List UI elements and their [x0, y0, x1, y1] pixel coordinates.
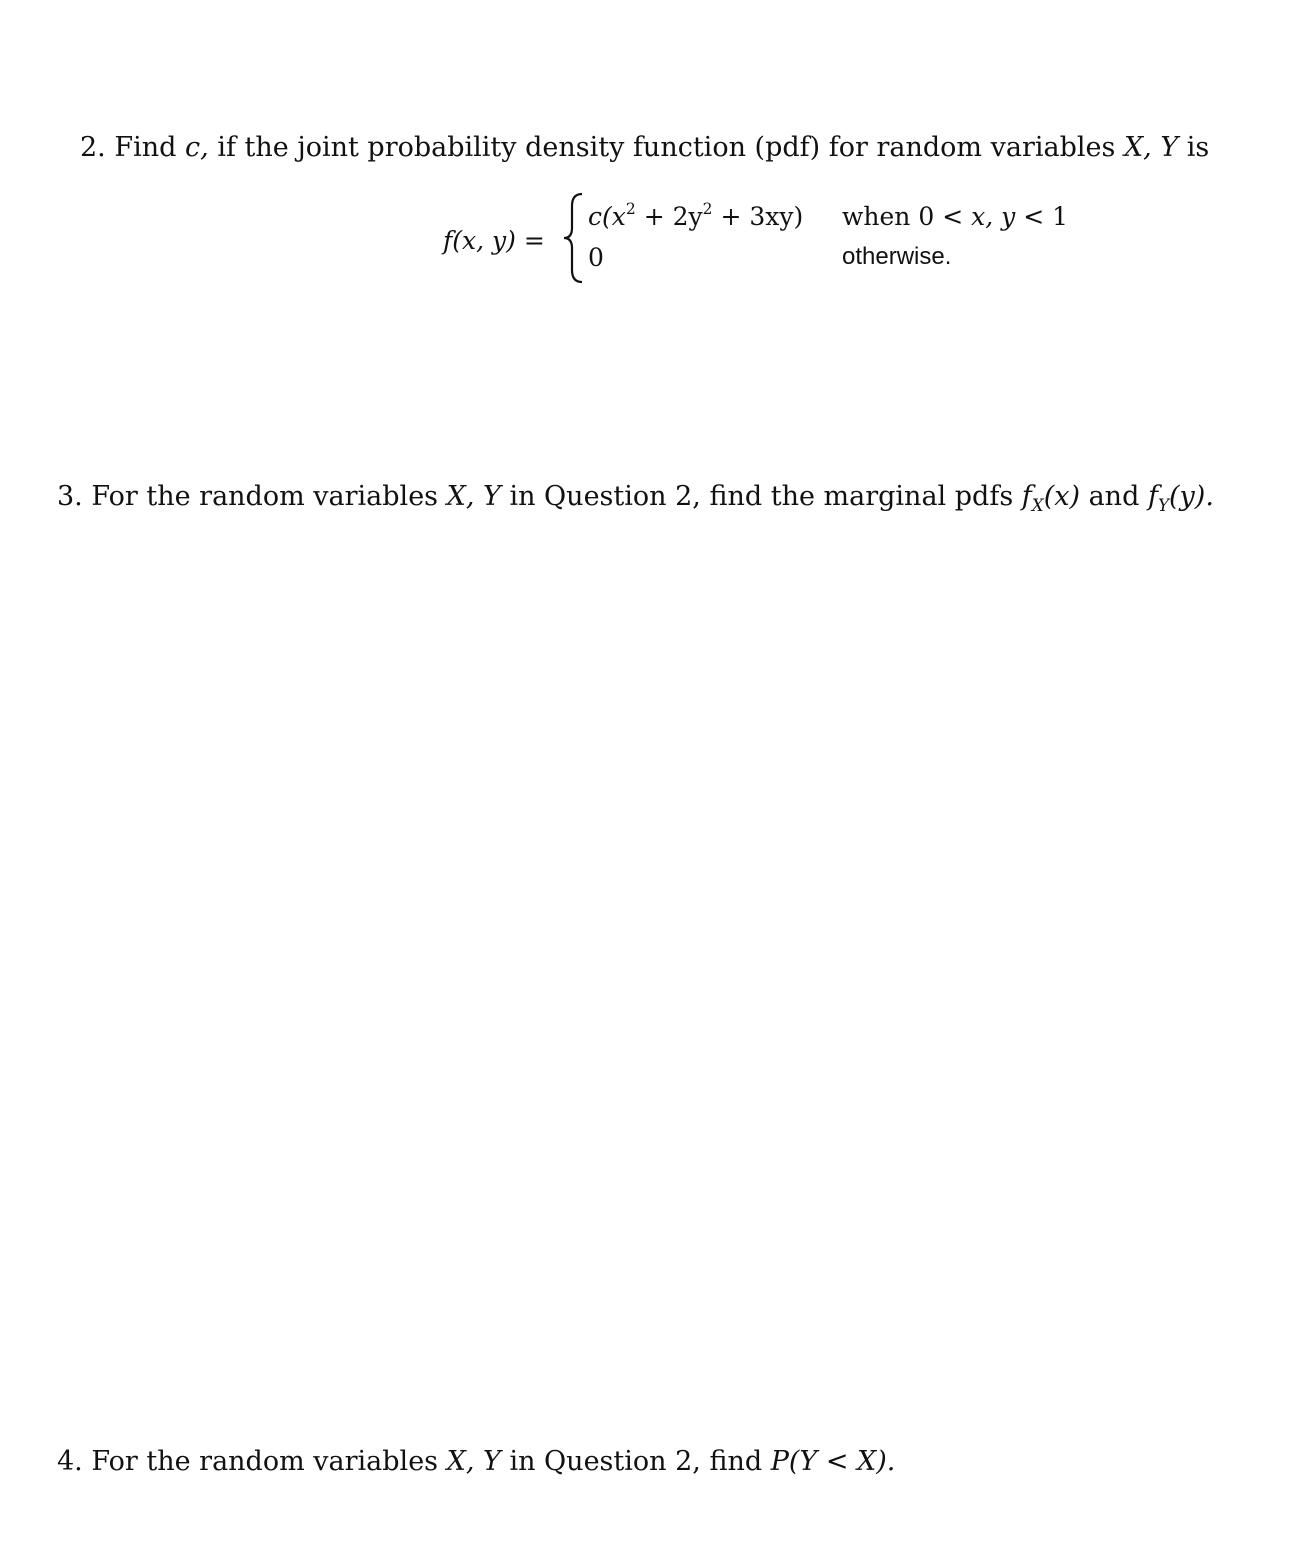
question-3-text-a: For the random variables	[91, 481, 439, 512]
case-1-cond-c: < 1	[1023, 202, 1068, 231]
question-2-constant-c: c,	[185, 132, 209, 163]
question-4-text-b: in Question 2, find	[509, 1446, 763, 1477]
question-2-text-a: Find	[114, 132, 177, 163]
case-1-expr-c: + 2y	[643, 202, 703, 231]
piecewise-brace	[560, 192, 590, 284]
case-1-expr-exp-2: 2	[702, 200, 713, 219]
question-4-variables: X, Y	[446, 1446, 501, 1477]
case-1-expression	[588, 200, 804, 231]
case-1-expr-e: + 3xy)	[720, 202, 804, 231]
pdf-lhs: f(x, y) =	[443, 226, 545, 255]
case-2-expression: 0	[588, 243, 604, 272]
marginal-fx	[1021, 481, 1080, 515]
question-2-number: 2.	[80, 132, 106, 163]
case-1-expr-a: c(x	[588, 202, 626, 231]
question-3-variables: X, Y	[446, 481, 501, 512]
case-1-cond-b: x, y	[971, 202, 1016, 231]
marginal-fx-argument: (x)	[1043, 481, 1080, 512]
question-3-and: and	[1088, 481, 1140, 512]
marginal-fy-argument: (y).	[1169, 481, 1214, 512]
question-4-number: 4.	[57, 1446, 83, 1477]
question-4-text-a: For the random variables	[91, 1446, 439, 1477]
question-4-text	[57, 1448, 895, 1475]
question-3-text-b: in Question 2, find the marginal pdfs	[509, 481, 1014, 512]
marginal-fx-symbol: f	[1021, 481, 1032, 512]
marginal-fy-symbol: f	[1147, 481, 1158, 512]
question-4-probability: P(Y < X).	[770, 1446, 896, 1477]
marginal-fy	[1147, 481, 1214, 515]
case-1-expr-exp-1: 2	[625, 200, 636, 219]
case-1-condition	[842, 204, 1068, 229]
marginal-fy-subscript: Y	[1157, 494, 1170, 515]
case-1-cond-a: when 0 <	[842, 202, 964, 231]
question-2-variables: X, Y	[1123, 132, 1179, 163]
question-2-text	[80, 134, 1209, 161]
question-3-text	[57, 481, 1214, 515]
question-3-number: 3.	[57, 481, 83, 512]
case-2-condition: otherwise.	[842, 243, 952, 270]
marginal-fx-subscript: X	[1031, 494, 1044, 515]
question-2-text-b: if the joint probability density function (pdf) for random variables	[217, 132, 1116, 163]
question-2-text-c: is	[1186, 132, 1210, 163]
